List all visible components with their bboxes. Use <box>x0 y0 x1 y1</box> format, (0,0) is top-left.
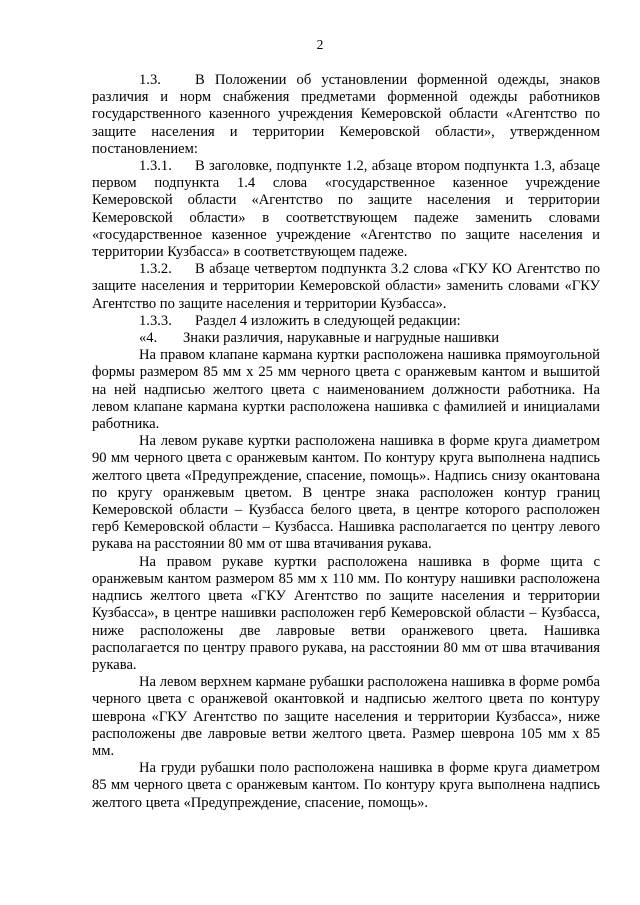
section-number: «4. <box>139 330 158 347</box>
paragraph-text: В абзаце четвертом подпункта 3.2 слова «ГКУ КО Агентство по защите населения и территории Кемеровской области» заменить словами «ГКУ Агентство по защите населения и территории Кузбасса». <box>92 261 600 312</box>
paragraph-shirt-pocket-patch: На левом верхнем кармане рубашки расположена нашивка в форме ромба черного цвета с оранжевой окантовкой и надписью желтого цвета по контуру шеврона «ГКУ Агентство по защите населения и территории Кузбасса», ниже расположены две лавровые ветви желтого цвета. Размер шеврона 105 мм x 85 мм. <box>92 674 600 759</box>
paragraph-1-3-3 <box>92 313 600 330</box>
paragraph-number: 1.3.2. <box>139 261 172 278</box>
paragraph-left-sleeve-patch: На левом рукаве куртки расположена нашивка в форме круга диаметром 90 мм черного цвета с оранжевым кантом. По контуру круга выполнена надпись желтого цвета «Предупреждение, спасение, помощь». Надпись снизу окантована по кругу оранжевым цветом. В центре знака расположен контур границ Кемеровской области – Кузбасса белого цвета, в центре которого расположен герб Кемеровской области – Кузбасса. Нашивка располагается по центру левого рукава на расстоянии 80 мм от шва втачивания рукава. <box>92 433 600 553</box>
paragraph-number: 1.3.3. <box>139 312 172 329</box>
paragraph-number: 1.3.1. <box>139 158 172 175</box>
paragraph-text: В заголовке, подпункте 1.2, абзаце втором подпункта 1.3, абзаце первом подпункта 1.4 слова «государственное казенное учреждение Кемеровской области «Агентство по защите населения и территории Кемеровской области» в соответствующем падеже заменить словами «государственное казенное учреждение «Агентство по защите населения и территории Кузбасса» в соответствующем падеже. <box>92 158 600 261</box>
paragraph-jacket-pocket-patch: На правом клапане кармана куртки расположена нашивка прямоугольной формы размером 85 мм x 25 мм черного цвета с оранжевым кантом и вышитой на ней надписью желтого цвета с наименованием должности работника. На левом клапане кармана куртки расположена нашивка с фамилией и инициалами работника. <box>92 347 600 433</box>
paragraph-1-3 <box>92 72 600 158</box>
paragraph-text: В Положении об установлении форменной одежды, знаков различия и норм снабжения предметами форменной одежды работников государственного казенного учреждения Кемеровской области «Агентство по защите населения и территории Кемеровской области», утвержденном постановлением: <box>92 72 600 157</box>
section-title: Знаки различия, нарукавные и нагрудные нашивки <box>183 330 500 347</box>
paragraph-number: 1.3. <box>139 72 161 88</box>
paragraph-1-3-2 <box>92 261 600 313</box>
page-number: 2 <box>316 37 324 52</box>
paragraph-text: Раздел 4 изложить в следующей редакции: <box>195 312 461 329</box>
paragraph-1-3-1 <box>92 158 600 261</box>
paragraph-right-sleeve-patch: На правом рукаве куртки расположена нашивка в форме щита с оранжевым кантом размером 85 мм x 110 мм. По контуру нашивки расположена надпись желтого цвета «ГКУ Агентство по защите населения и территории Кузбасса», в центре нашивки расположен герб Кемеровской области – Кузбасса, ниже расположены две лавровые ветви оранжевого цвета. Нашивка располагается по центру правого рукава, на расстоянии 80 мм от шва втачивания рукава. <box>92 553 600 673</box>
paragraph-polo-chest-patch: На груди рубашки поло расположена нашивка в форме круга диаметром 85 мм черного цвета с оранжевым кантом. По контуру круга выполнена надпись желтого цвета «Предупреждение, спасение, помощь». <box>92 760 600 811</box>
document-body <box>92 72 600 812</box>
section-4-heading <box>92 330 600 347</box>
